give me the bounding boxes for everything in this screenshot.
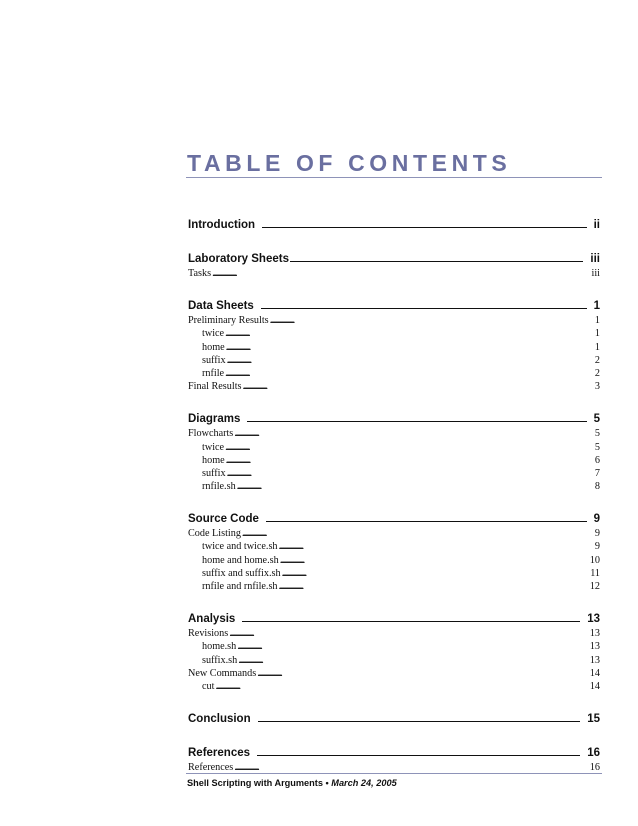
toc-subentry[interactable] (188, 568, 600, 581)
toc-heading-page: 15 (587, 713, 600, 726)
toc-entry-label: cut (202, 680, 215, 692)
toc-entry-leader (279, 581, 589, 592)
toc-entry-leader (243, 381, 594, 392)
toc-entry-page: 7 (594, 467, 600, 479)
toc-entry-label: rnfile (202, 367, 225, 379)
toc-subentry[interactable] (188, 541, 600, 554)
toc-entry-leader (238, 655, 589, 666)
section-gap (188, 281, 600, 293)
toc-entry-leader (282, 568, 590, 579)
toc-entry-leader (242, 528, 594, 539)
toc-entry-label: twice (202, 441, 225, 453)
toc-heading[interactable] (188, 293, 600, 312)
section-gap (188, 694, 600, 706)
toc-heading-page: 5 (593, 413, 600, 426)
toc-section (188, 606, 600, 706)
toc-entry-leader (215, 681, 588, 692)
toc-heading-page: 1 (593, 300, 600, 313)
toc-entry-page: 11 (590, 567, 600, 579)
toc-subentry[interactable] (188, 342, 600, 355)
toc-subentry[interactable] (188, 328, 600, 341)
toc-entry-leader (227, 355, 594, 366)
toc-entry-page: 12 (589, 581, 600, 592)
toc-subentry[interactable] (188, 655, 600, 668)
toc-section (188, 212, 600, 246)
toc-entry-leader (234, 428, 594, 439)
toc-entry-page: iii (591, 268, 600, 279)
toc-subentry[interactable] (188, 368, 600, 381)
toc-entry-page: 1 (594, 328, 600, 340)
section-gap (188, 234, 600, 246)
toc-entry-page: 13 (589, 641, 600, 653)
toc-heading-page: iii (590, 253, 600, 265)
toc-entry-label: twice (202, 328, 225, 340)
toc-entry-page: 10 (589, 554, 600, 566)
toc-subentry[interactable] (188, 481, 600, 494)
toc-heading-leader (247, 421, 586, 422)
toc-entry-leader (226, 342, 594, 353)
toc-subentry[interactable] (188, 442, 600, 455)
toc-entry[interactable] (188, 668, 600, 681)
toc-entry-label: home and home.sh (202, 554, 279, 566)
toc-entry-leader (279, 541, 594, 552)
toc-entry-label: twice and twice.sh (202, 541, 278, 553)
toc-section (188, 406, 600, 506)
toc-subentry[interactable] (188, 555, 600, 568)
toc-entry[interactable] (188, 628, 600, 641)
toc-entry-page: 9 (594, 528, 600, 540)
toc-entry-leader (225, 328, 594, 339)
toc-entry-leader (225, 442, 594, 453)
toc-entry-label: rnfile.sh (202, 481, 236, 493)
toc-entry[interactable] (188, 428, 600, 441)
toc-entry-label: suffix (202, 354, 226, 366)
toc-entry-page: 3 (594, 381, 600, 393)
footer-separator: • (325, 778, 329, 788)
footer (187, 778, 397, 788)
toc-entry-label: home (202, 341, 225, 353)
toc-entry[interactable] (188, 268, 600, 281)
toc-subentry[interactable] (188, 468, 600, 481)
toc-heading-label: Source Code (188, 513, 259, 526)
toc-entry-page: 8 (594, 481, 600, 493)
toc-entry-page: 6 (594, 454, 600, 466)
toc-entry-label: home (202, 454, 225, 466)
toc-entry-leader (227, 468, 594, 479)
toc-entry-label: New Commands (188, 667, 257, 679)
toc-heading-leader (261, 308, 587, 309)
toc-entry-label: suffix and suffix.sh (202, 567, 281, 579)
toc-heading[interactable] (188, 246, 600, 265)
toc-entry[interactable] (188, 528, 600, 541)
section-gap (188, 394, 600, 406)
toc-subentry[interactable] (188, 355, 600, 368)
table-of-contents (188, 212, 600, 787)
section-gap (188, 494, 600, 506)
toc-heading-page: ii (593, 219, 600, 231)
toc-entry-label: References (188, 762, 234, 774)
toc-subentry[interactable] (188, 641, 600, 654)
toc-entry-leader (237, 641, 589, 652)
toc-entry-leader (212, 268, 590, 279)
toc-entry-label: Preliminary Results (188, 315, 269, 327)
footer-rule (186, 773, 602, 774)
section-gap (188, 594, 600, 606)
toc-entry-page: 14 (589, 680, 600, 692)
toc-entry-page: 16 (589, 762, 600, 774)
toc-entry-page: 14 (589, 667, 600, 679)
toc-entry-page: 13 (589, 654, 600, 666)
toc-heading-leader (266, 521, 587, 522)
toc-entry-leader (226, 455, 594, 466)
toc-heading[interactable] (188, 406, 600, 425)
toc-entry-page: 13 (589, 628, 600, 640)
toc-entry-label: Flowcharts (188, 428, 234, 440)
footer-date: March 24, 2005 (331, 778, 397, 788)
toc-heading-page: 16 (587, 747, 600, 760)
toc-heading[interactable] (188, 606, 600, 625)
toc-subentry[interactable] (188, 681, 600, 694)
toc-heading[interactable] (188, 506, 600, 525)
toc-entry-label: home.sh (202, 641, 237, 653)
toc-entry-label: suffix (202, 467, 226, 479)
toc-entry-leader (229, 628, 589, 639)
toc-subentry[interactable] (188, 581, 600, 594)
toc-section (188, 506, 600, 606)
toc-entry-leader (257, 668, 589, 679)
toc-entry-page: 2 (594, 367, 600, 379)
toc-entry-leader (270, 315, 594, 326)
toc-heading-label: Laboratory Sheets (188, 253, 289, 265)
toc-subentry[interactable] (188, 455, 600, 468)
toc-entry-label: Revisions (188, 628, 229, 640)
title-rule (186, 177, 602, 178)
toc-entry-label: Final Results (188, 381, 242, 393)
toc-entry-page: 1 (594, 341, 600, 353)
toc-section (188, 293, 600, 406)
section-gap (188, 728, 600, 740)
toc-heading-label: Diagrams (188, 413, 241, 426)
toc-heading[interactable] (188, 706, 600, 725)
toc-heading-page: 9 (593, 513, 600, 526)
toc-section (188, 706, 600, 740)
toc-heading-leader (262, 227, 587, 228)
toc-entry-page: 2 (594, 354, 600, 366)
toc-entry-page: 5 (594, 428, 600, 440)
toc-entry-label: Tasks (188, 268, 212, 279)
toc-heading-label: Conclusion (188, 713, 251, 726)
page-title: TABLE OF CONTENTS (187, 150, 512, 176)
toc-heading-label: References (188, 747, 251, 760)
toc-heading-label: Data Sheets (188, 300, 254, 313)
toc-entry-label: Code Listing (188, 528, 241, 540)
toc-entry-page: 1 (594, 315, 600, 327)
toc-entry-label: rnfile and rnfile.sh (202, 581, 278, 592)
toc-heading-leader (257, 755, 580, 756)
toc-heading-leader (290, 261, 583, 262)
toc-heading-leader (242, 621, 580, 622)
toc-entry[interactable] (188, 315, 600, 328)
toc-heading-label: Analysis (188, 613, 236, 626)
toc-heading-leader (258, 721, 581, 722)
toc-entry[interactable] (188, 381, 600, 394)
toc-section (188, 246, 600, 293)
toc-entry-leader (280, 555, 589, 566)
toc-entry-page: 9 (594, 541, 600, 553)
toc-heading-page: 13 (587, 613, 600, 626)
footer-title: Shell Scripting with Arguments (187, 778, 323, 788)
toc-heading-label: Introduction (188, 219, 256, 231)
toc-entry-leader (237, 481, 594, 492)
toc-entry-label: suffix.sh (202, 654, 238, 666)
toc-entry-leader (234, 762, 589, 773)
toc-heading[interactable] (188, 740, 600, 759)
toc-entry-page: 5 (594, 441, 600, 453)
toc-heading[interactable] (188, 212, 600, 231)
toc-entry-leader (225, 368, 594, 379)
